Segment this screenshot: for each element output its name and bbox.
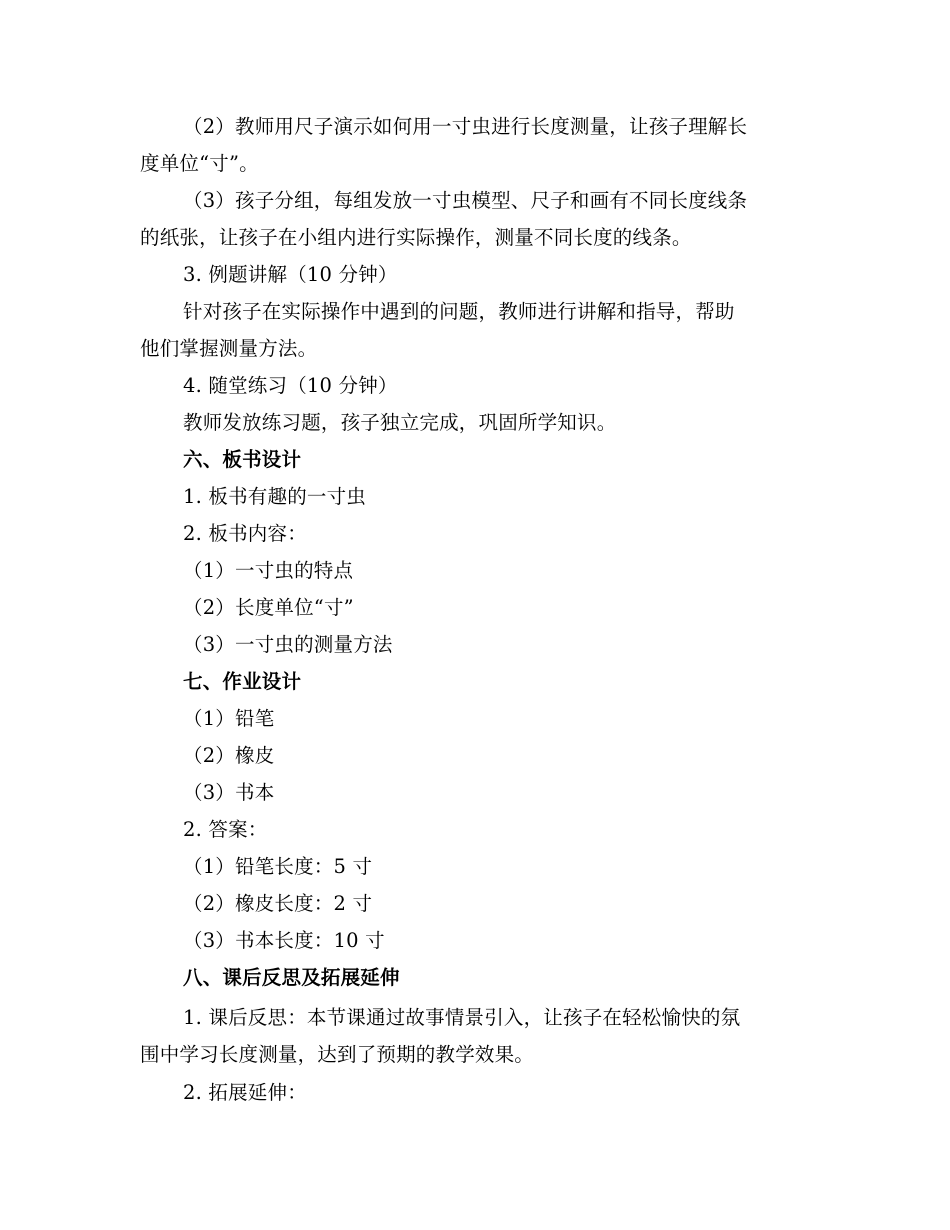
- list-item: （3）书本: [183, 781, 275, 804]
- list-item: 2. 板书内容：: [183, 522, 307, 545]
- list-item: 3. 例题讲解（10 分钟）: [183, 263, 398, 286]
- paragraph-line: 围中学习长度测量，达到了预期的教学效果。: [140, 1043, 535, 1066]
- section-heading: 七、作业设计: [183, 670, 302, 693]
- paragraph-line: 针对孩子在实际操作中遇到的问题，教师进行讲解和指导，帮助: [183, 300, 735, 323]
- list-item: 2. 拓展延伸：: [183, 1081, 307, 1104]
- list-item: （3）书本长度：10 寸: [183, 929, 385, 952]
- list-item: 2. 答案：: [183, 818, 268, 841]
- list-item: （2）橡皮长度：2 寸: [183, 892, 373, 915]
- list-item: （1）一寸虫的特点: [183, 559, 354, 582]
- paragraph-line: （3）孩子分组，每组发放一寸虫模型、尺子和画有不同长度线条: [183, 189, 748, 212]
- paragraph-line: 教师发放练习题，孩子独立完成，巩固所学知识。: [183, 411, 617, 434]
- paragraph-line: 他们掌握测量方法。: [140, 337, 318, 360]
- list-item: （1）铅笔: [183, 707, 275, 730]
- paragraph-line: 的纸张，让孩子在小组内进行实际操作，测量不同长度的线条。: [140, 226, 692, 249]
- section-heading: 八、课后反思及拓展延伸: [183, 966, 400, 989]
- list-item: （2）长度单位“寸”: [183, 596, 354, 619]
- list-item: （2）橡皮: [183, 744, 275, 767]
- list-item: （1）铅笔长度：5 寸: [183, 855, 373, 878]
- section-heading: 六、板书设计: [183, 448, 302, 471]
- paragraph-line: 度单位“寸”。: [140, 152, 259, 175]
- list-item: 1. 板书有趣的一寸虫: [183, 485, 367, 508]
- list-item: （3）一寸虫的测量方法: [183, 633, 393, 656]
- paragraph-line: （2）教师用尺子演示如何用一寸虫进行长度测量，让孩子理解长: [183, 115, 748, 138]
- list-item: 4. 随堂练习（10 分钟）: [183, 374, 398, 397]
- paragraph-line: 1. 课后反思：本节课通过故事情景引入，让孩子在轻松愉快的氛: [183, 1006, 741, 1029]
